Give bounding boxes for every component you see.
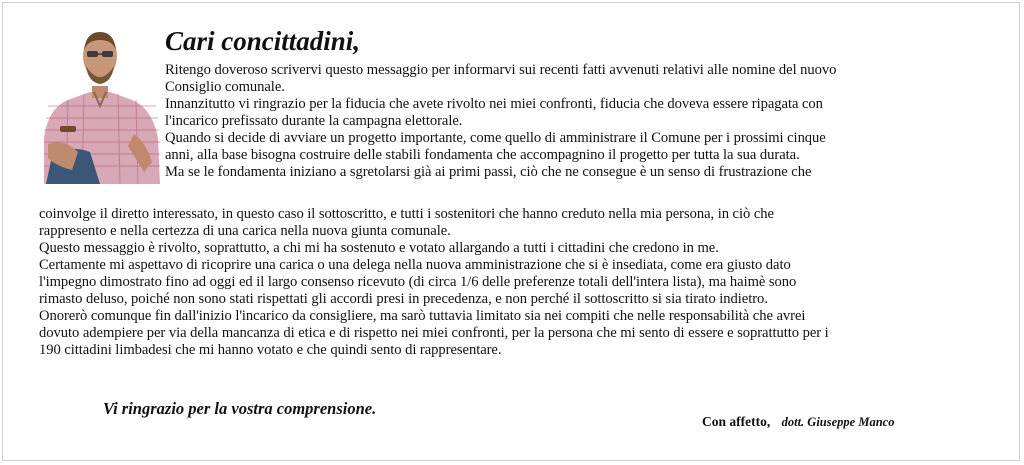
letter-line: Ritengo doveroso scrivervi questo messaggio per informarvi sui recenti fatti avvenuti relativi alle nomine del nuovo — [165, 62, 837, 78]
letter-closing: Vi ringrazio per la vostra comprensione. — [103, 399, 377, 418]
letter-body-top — [165, 62, 836, 181]
author-portrait — [38, 26, 162, 184]
letter-line: Ma se le fondamenta iniziano a sgretolarsi già ai primi passi, ciò che ne consegue è un senso di frustrazione che — [165, 164, 812, 180]
letter-line: rappresento e nella certezza di una carica nella nuova giunta comunale. — [39, 223, 451, 239]
letter-line: l'incarico prefissato durante la campagna elettorale. — [165, 113, 463, 129]
letter-line: rimasto deluso, poiché non sono stati rispettati gli accordi presi in precedenza, e non perché il sottoscritto si sia tirato indietro. — [39, 291, 768, 307]
letter-line: coinvolge il diretto interessato, in questo caso il sottoscritto, e tutti i sostenitori che hanno creduto nella mia persona, in ciò che — [39, 206, 774, 222]
signoff-text: Con affetto, — [702, 414, 771, 429]
letter-line: l'impegno dimostrato fino ad oggi ed il largo consenso ricevuto (di circa 1/6 delle preferenze totali dell'intera lista), ma haimè sono — [39, 274, 797, 290]
letter-line: Certamente mi aspettavo di ricoprire una carica o una delega nella nuova amministrazione che si è insediata, come era giusto dato — [39, 257, 791, 273]
signature-block — [702, 414, 894, 430]
letter-line: 190 cittadini limbadesi che mi hanno votato e che quindi sento di rappresentare. — [39, 342, 502, 358]
letter-line: dovuto adempiere per via della mancanza di etica e di rispetto nei miei confronti, per la persona che mi sento di essere e soprattutto per i — [39, 325, 829, 341]
letter-line: Onorerò comunque fin dall'inizio l'incarico da consigliere, ma sarò tuttavia limitato sia nei compiti che nelle responsabilità che avrei — [39, 308, 806, 324]
signature-name: dott. Giuseppe Manco — [781, 415, 895, 429]
letter-body-bottom — [39, 206, 829, 359]
letter-line: Quando si decide di avviare un progetto importante, come quello di amministrare il Comune per i prossimi cinque — [165, 130, 826, 146]
letter-line: Consiglio comunale. — [165, 79, 285, 95]
letter-greeting: Cari concittadini, — [165, 26, 361, 56]
letter-line: Questo messaggio è rivolto, soprattutto, a chi mi ha sostenuto e votato allargando a tutti i cittadini che credono in me. — [39, 240, 719, 256]
letter-line: anni, alla base bisogna costruire delle stabili fondamenta che accompagnino il progetto per tutta la sua durata. — [165, 147, 800, 163]
letter-line: Innanzitutto vi ringrazio per la fiducia che avete rivolto nei miei confronti, fiducia che doveva essere ripagata con — [165, 96, 823, 112]
